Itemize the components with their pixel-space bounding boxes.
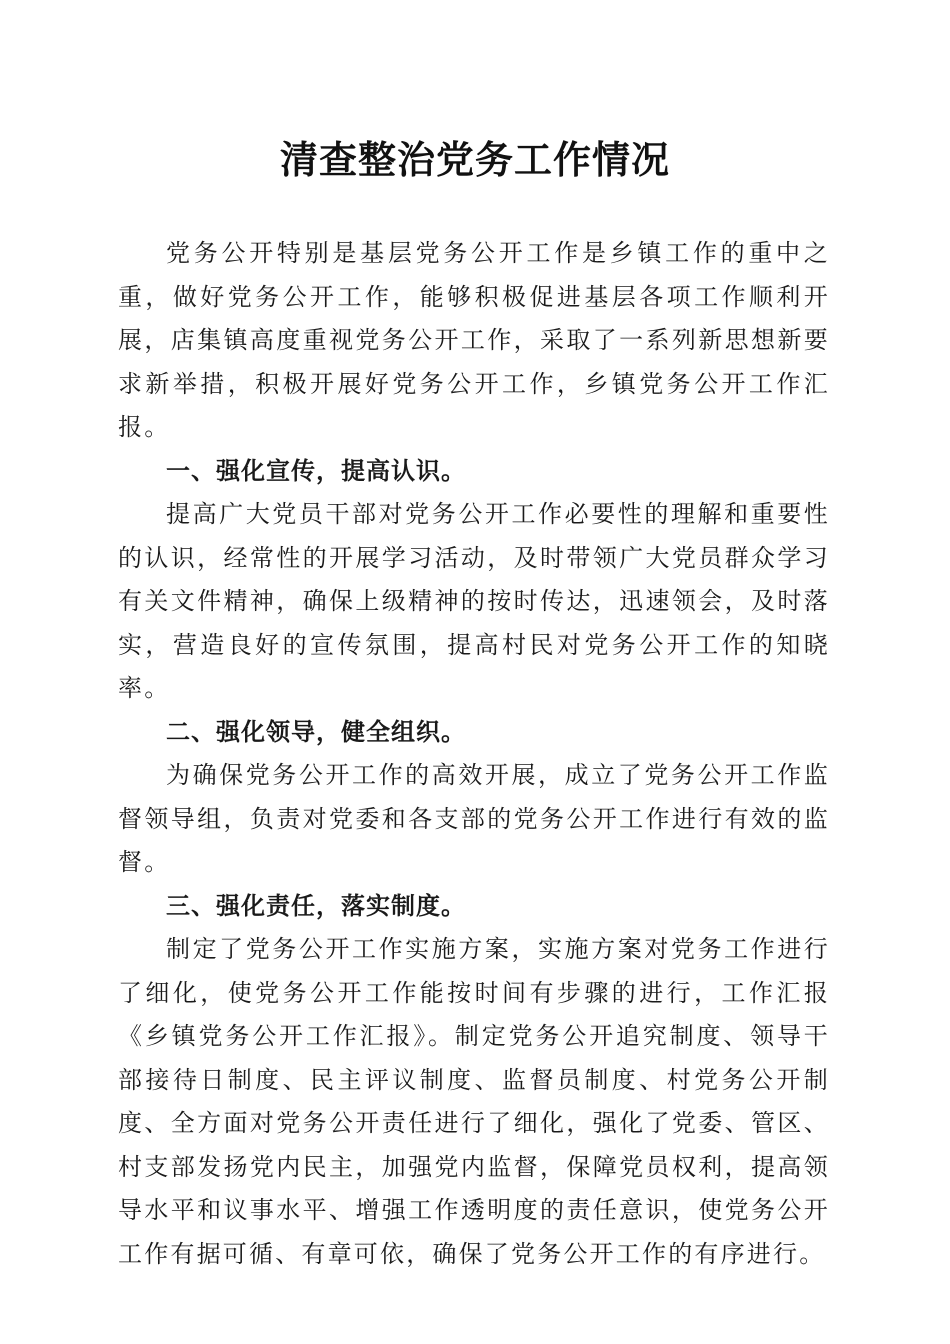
section-2-paragraph: 为确保党务公开工作的高效开展，成立了党务公开工作监督领导组，负责对党委和各支部的党务公开工作进行有效的监督。 — [118, 761, 830, 876]
document-body — [118, 232, 830, 1276]
section-1-paragraph: 提高广大党员干部对党务公开工作必要性的理解和重要性的认识，经常性的开展学习活动，及时带领广大党员群众学习有关文件精神，确保上级精神的按时传达，迅速领会，及时落实，营造良好的宣传氛围，提高村民对党务公开工作的知晓率。 — [118, 500, 830, 702]
section-heading-3: 三、强化责任，落实制度。 — [166, 891, 466, 920]
section-3-paragraph: 制定了党务公开工作实施方案，实施方案对党务工作进行了细化，使党务公开工作能按时间有步骤的进行，工作汇报《乡镇党务公开工作汇报》。制定党务公开追究制度、领导干部接待日制度、民主评议制度、监督员制度、村党务公开制度、全方面对党务公开责任进行了细化，强化了党委、管区、村支部发扬党内民主，加强党内监督，保障党员权利，提高领导水平和议事水平、增强工作透明度的责任意识，使党务公开工作有据可循、有章可依，确保了党务公开工作的有序进行。 — [118, 935, 830, 1268]
section-heading-1: 一、强化宣传，提高认识。 — [166, 456, 466, 485]
section-heading-2: 二、强化领导，健全组织。 — [166, 717, 466, 746]
document-title: 清查整治党务工作情况 — [279, 137, 670, 182]
intro-paragraph: 党务公开特别是基层党务公开工作是乡镇工作的重中之重，做好党务公开工作，能够积极促进基层各项工作顺利开展，店集镇高度重视党务公开工作，采取了一系列新思想新要求新举措，积极开展好党务公开工作，乡镇党务公开工作汇报。 — [118, 239, 830, 441]
